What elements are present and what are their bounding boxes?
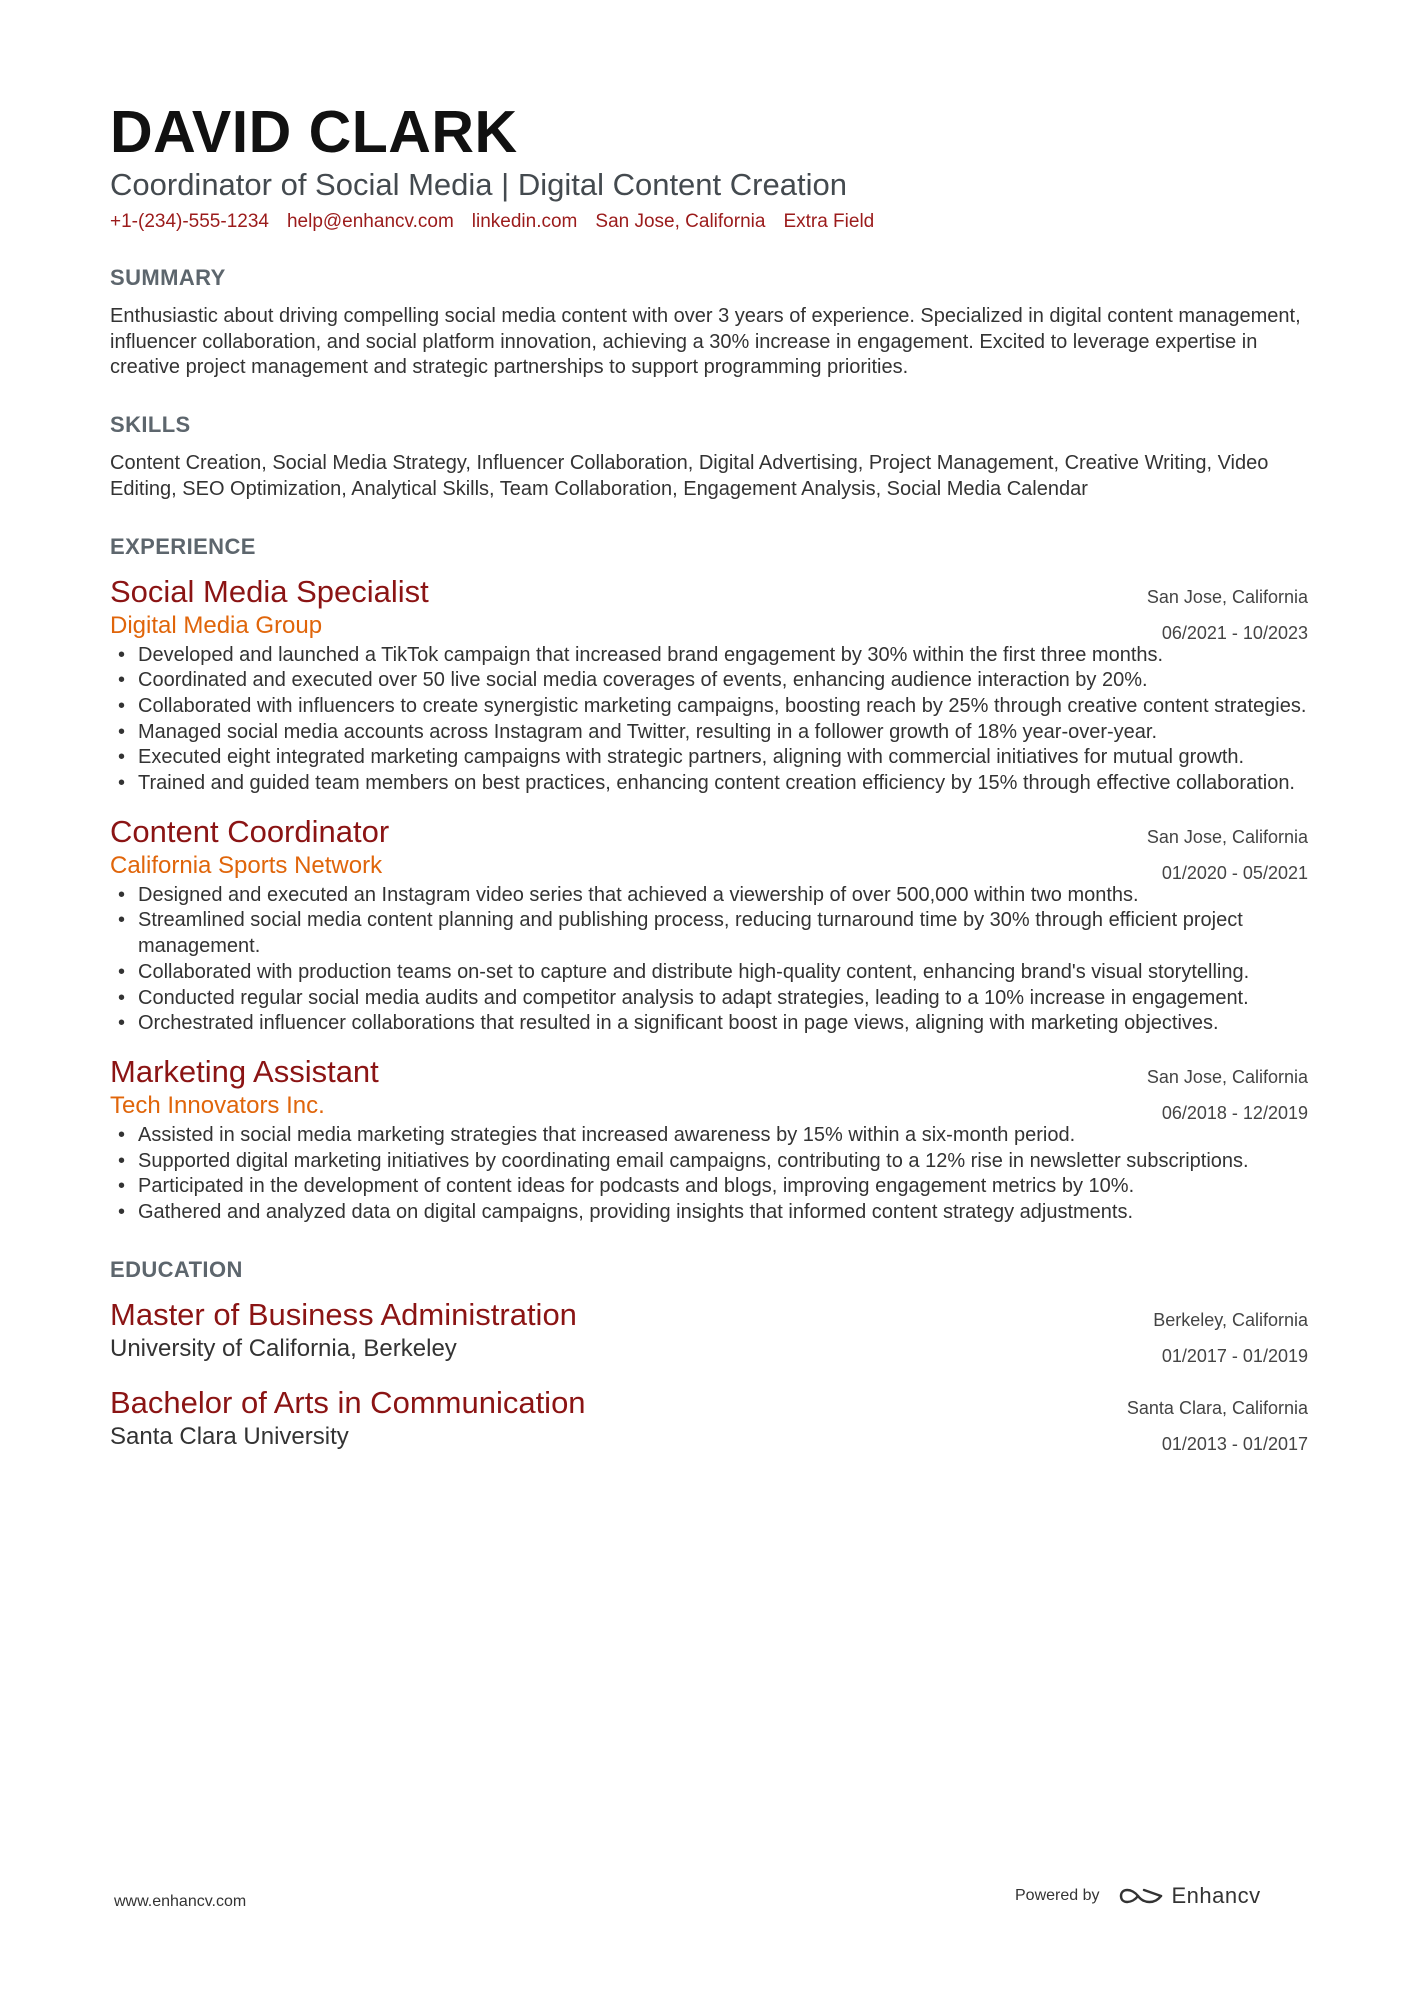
summary-section: [110, 264, 1308, 381]
education-location: Santa Clara, California: [1126, 1397, 1308, 1418]
job-title: Social Media Specialist: [110, 573, 429, 609]
job-meta: [1147, 819, 1308, 891]
contact-linkedin[interactable]: linkedin.com: [471, 211, 578, 232]
education-meta: [1127, 1390, 1308, 1462]
list-item: • Executed eight integrated marketing campaigns with strategic partners, aligning with commercial initiatives for mutual growth.: [110, 745, 1308, 771]
resume-header: [110, 100, 1308, 234]
candidate-name: DAVID CLARK: [110, 99, 518, 165]
education-meta: [1153, 1302, 1308, 1374]
enhancv-brand-name: Enhancv: [1171, 1883, 1261, 1908]
job-title: Marketing Assistant: [110, 1053, 379, 1089]
education-dates: 01/2013 - 01/2017: [1161, 1433, 1308, 1454]
enhancv-brand[interactable]: [1118, 1883, 1261, 1909]
contact-line: [110, 210, 1308, 234]
school-name: University of California, Berkeley: [110, 1334, 457, 1362]
experience-entry: [110, 1053, 1308, 1226]
list-item: • Gathered and analyzed data on digital campaigns, providing insights that informed content strategy adjustments.: [110, 1200, 1308, 1226]
list-item: • Orchestrated influencer collaborations that resulted in a significant boost in page views, aligning with marketing objectives.: [110, 1011, 1308, 1037]
list-item: • Supported digital marketing initiatives by coordinating email campaigns, contributing to a 12% rise in newsletter subscriptions.: [110, 1149, 1308, 1175]
summary-heading: SUMMARY: [110, 265, 226, 290]
contact-extra-field: Extra Field: [783, 211, 875, 232]
experience-section: [110, 533, 1308, 1226]
school-name: Santa Clara University: [110, 1422, 349, 1450]
contact-phone[interactable]: +1-(234)-555-1234: [110, 211, 269, 232]
job-bullets: [110, 883, 1308, 1037]
summary-text: Enthusiastic about driving compelling social media content with over 3 years of experience. Specialized in digital content management, influencer collaboration, and social platform innovation, achieving a 30% increase in engagement. Excited to leverage expertise in creative project management and strategic partnerships to support programming priorities.: [110, 305, 1301, 379]
job-dates: 01/2020 - 05/2021: [1161, 862, 1308, 883]
resume-content: [110, 100, 1308, 1452]
skills-section: [110, 411, 1308, 502]
job-location: San Jose, California: [1146, 586, 1308, 607]
experience-entry: [110, 813, 1308, 1037]
company-name: California Sports Network: [110, 851, 383, 879]
contact-email[interactable]: help@enhancv.com: [286, 211, 454, 232]
education-entry: [110, 1296, 1308, 1364]
job-bullets: [110, 643, 1308, 797]
experience-entry: [110, 573, 1308, 797]
degree-title: Bachelor of Arts in Communication: [110, 1384, 586, 1420]
list-item: • Coordinated and executed over 50 live social media coverages of events, enhancing audience interaction by 20%.: [110, 668, 1308, 694]
job-dates: 06/2018 - 12/2019: [1161, 1102, 1308, 1123]
education-heading: EDUCATION: [110, 1256, 243, 1282]
company-name: Digital Media Group: [110, 611, 323, 639]
footer-powered-by: [1015, 1883, 1261, 1909]
job-bullets: [110, 1123, 1308, 1226]
list-item: • Streamlined social media content planning and publishing process, reducing turnaround time by 30% through efficient project management.: [110, 908, 1308, 959]
list-item: • Conducted regular social media audits and competitor analysis to adapt strategies, leading to a 10% increase in engagement.: [110, 986, 1308, 1012]
company-name: Tech Innovators Inc.: [110, 1091, 325, 1119]
education-location: Berkeley, California: [1153, 1309, 1308, 1330]
skills-heading: SKILLS: [110, 412, 191, 438]
list-item: • Designed and executed an Instagram video series that achieved a viewership of over 500,000 within two months.: [110, 883, 1308, 909]
list-item: • Participated in the development of content ideas for podcasts and blogs, improving engagement metrics by 10%.: [110, 1174, 1308, 1200]
list-item: • Collaborated with influencers to create synergistic marketing campaigns, boosting reach by 25% through creative content strategies.: [110, 694, 1308, 720]
job-title: Content Coordinator: [110, 813, 390, 849]
degree-title: Master of Business Administration: [110, 1296, 577, 1332]
job-meta: [1147, 579, 1308, 651]
list-item: • Assisted in social media marketing strategies that increased awareness by 15% within a six-month period.: [110, 1123, 1308, 1149]
skills-text: Content Creation, Social Media Strategy, Influencer Collaboration, Digital Advertising, Project Management, Creative Writing, Video Editing, SEO Optimization, Analytical Skills, Team Collaboration, Engagement Analysis, Social Media Calendar: [110, 452, 1269, 500]
list-item: • Trained and guided team members on best practices, enhancing content creation efficiency by 15% through effective collaboration.: [110, 771, 1308, 797]
experience-heading: EXPERIENCE: [110, 533, 256, 559]
contact-location: San Jose, California: [595, 211, 766, 232]
job-location: San Jose, California: [1146, 826, 1308, 847]
job-location: San Jose, California: [1146, 1066, 1308, 1087]
footer-website-link[interactable]: www.enhancv.com: [114, 1893, 247, 1910]
job-meta: [1147, 1059, 1308, 1131]
education-entry: [110, 1384, 1308, 1452]
enhancv-logo-icon: [1118, 1883, 1164, 1909]
list-item: • Developed and launched a TikTok campaign that increased brand engagement by 30% within the first three months.: [110, 643, 1308, 669]
education-section: [110, 1256, 1308, 1452]
job-dates: 06/2021 - 10/2023: [1161, 622, 1308, 643]
list-item: • Collaborated with production teams on-set to capture and distribute high-quality content, enhancing brand's visual storytelling.: [110, 960, 1308, 986]
powered-by-label: Powered by: [1015, 1887, 1100, 1904]
list-item: • Managed social media accounts across Instagram and Twitter, resulting in a follower growth of 18% year-over-year.: [110, 720, 1308, 746]
education-dates: 01/2017 - 01/2019: [1161, 1345, 1308, 1366]
candidate-title: Coordinator of Social Media | Digital Content Creation: [110, 167, 847, 202]
